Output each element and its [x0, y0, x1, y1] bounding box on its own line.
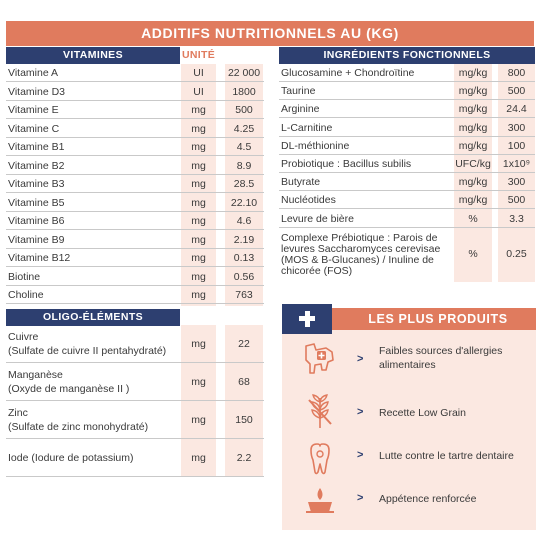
vitamin-name: Vitamine B2 — [8, 159, 65, 172]
ingredient-value: 100 — [507, 139, 526, 152]
arrow-4: > — [357, 492, 364, 504]
vitamin-value: 2.19 — [233, 233, 255, 246]
ingredient-value: 500 — [507, 194, 526, 207]
vitamin-name: Choline — [8, 289, 44, 301]
ingredient-value: 800 — [507, 67, 526, 79]
complex-value: 0.25 — [506, 248, 527, 260]
plus-item-text-3: Lutte contre le tartre dentaire — [379, 450, 514, 462]
arrow-3: > — [357, 449, 364, 461]
ingredient-row — [279, 155, 535, 173]
vitamin-name: Vitamine B9 — [8, 233, 65, 246]
oligo-value: 2.2 — [236, 452, 252, 464]
vitamin-value: 1800 — [232, 85, 256, 98]
vitamin-name: Vitamine A — [8, 67, 59, 79]
vitamin-unit: UI — [193, 85, 204, 98]
oligo-row — [6, 327, 264, 363]
vitamin-unit: mg — [191, 289, 206, 301]
vitamin-value: 28.5 — [233, 178, 255, 190]
vitamin-unit: mg — [191, 104, 206, 116]
ingredient-name: Glucosamine + Chondroïtine — [281, 67, 415, 79]
oligo-value: 68 — [238, 376, 250, 388]
oligo-sub: (Sulfate de zinc monohydraté) — [8, 421, 149, 433]
vitamin-value: 22.10 — [230, 196, 258, 209]
ingredient-unit: mg/kg — [458, 85, 488, 98]
oligo-name: Cuivre — [8, 331, 39, 343]
vitamin-row — [6, 138, 264, 156]
oligo-name: Zinc — [8, 407, 28, 419]
ingredient-row — [279, 191, 535, 209]
ingredient-row — [279, 173, 535, 191]
oligo-name: Manganèse — [8, 369, 63, 381]
vitamin-row — [6, 212, 264, 230]
oligo-row — [6, 403, 264, 439]
ingredient-value: 300 — [507, 176, 526, 189]
complex-line-4: chicorée (FOS) — [281, 265, 353, 277]
vitamin-row — [6, 268, 264, 286]
vitamin-name: Vitamine B1 — [8, 141, 65, 153]
ingredient-value: 1x10⁹ — [502, 158, 531, 170]
vitamin-unit: mg — [191, 141, 206, 153]
ingredient-value: 24.4 — [506, 103, 527, 116]
oligo-unit: mg — [191, 452, 206, 464]
vitamin-row — [6, 157, 264, 175]
oligo-unit: mg — [191, 338, 206, 350]
vitamin-unit: mg — [191, 196, 206, 209]
ingredient-unit: mg/kg — [458, 139, 488, 152]
ingredient-name: Levure de bière — [281, 212, 354, 225]
vitamin-name: Vitamine E — [8, 104, 59, 116]
plus-item-text-2: Recette Low Grain — [379, 407, 466, 419]
ingredient-row — [279, 64, 535, 82]
page-title: ADDITIFS NUTRITIONNELS AU (KG) — [6, 21, 534, 46]
ingredient-name: Probiotique : Bacillus subilis — [281, 158, 412, 170]
complex-line-1: Complexe Prébiotique : Parois de — [281, 232, 438, 244]
vitamin-unit: mg — [191, 122, 206, 135]
oligo-row — [6, 441, 264, 477]
ingredient-value: 300 — [507, 121, 526, 134]
vitamin-name: Vitamine D3 — [8, 85, 66, 98]
ingredient-row — [279, 119, 535, 137]
vitamin-value: 4.5 — [236, 141, 252, 153]
complex-prebiotic-row — [279, 228, 535, 282]
ingredient-unit: mg/kg — [458, 121, 488, 134]
ingredient-name: Taurine — [281, 85, 316, 98]
ingredient-name: L-Carnitine — [281, 121, 333, 134]
complex-line-3: (MOS & B-Glucanes) / Inuline de — [281, 254, 434, 266]
vitamin-row — [6, 194, 264, 212]
ingredient-unit: mg/kg — [458, 67, 488, 79]
ingredient-unit: mg/kg — [458, 103, 488, 116]
vitamin-row — [6, 249, 264, 267]
ingredient-value: 3.3 — [509, 212, 524, 225]
ingredient-unit: % — [468, 212, 478, 225]
vitamin-name: Vitamine B3 — [8, 178, 65, 190]
vitamin-unit: mg — [191, 159, 206, 172]
vitamin-row — [6, 231, 264, 249]
ingredient-name: DL-méthionine — [281, 139, 350, 152]
vitamin-unit: mg — [191, 178, 206, 190]
complex-line-2: levures Saccharomyces cerevisae — [281, 243, 441, 255]
plus-item-allergy — [282, 340, 536, 380]
vitamin-value: 0.13 — [233, 252, 255, 264]
vitamin-value: 0.56 — [233, 270, 255, 283]
vitamin-row — [6, 286, 264, 304]
vitamin-value: 4.25 — [233, 122, 255, 135]
ingredient-unit: UFC/kg — [455, 158, 491, 170]
vitamin-row — [6, 64, 264, 82]
unit-header: UNITÉ — [182, 49, 215, 61]
arrow-2: > — [357, 406, 364, 418]
vitamin-value: 8.9 — [236, 159, 252, 172]
vitamin-name: Vitamine B12 — [8, 252, 71, 264]
vitamin-value: 763 — [235, 289, 253, 301]
oligo-sub: (Sulfate de cuivre II pentahydraté) — [8, 345, 167, 357]
vitamin-value: 4.6 — [236, 215, 252, 227]
oligo-row — [6, 365, 264, 401]
plus-icon — [282, 304, 332, 334]
vitamin-name: Vitamine B6 — [8, 215, 65, 227]
ingredient-name: Nucléotides — [281, 194, 336, 207]
allergy-icon — [302, 340, 338, 380]
oligo-value: 150 — [235, 414, 253, 426]
ingredient-name: Arginine — [281, 103, 320, 116]
ingredient-row — [279, 210, 535, 228]
vitamin-unit: UI — [193, 67, 204, 79]
tooth-icon — [302, 440, 338, 480]
ingredient-name: Butyrate — [281, 176, 321, 189]
ingredient-row — [279, 137, 535, 155]
plus-item-text-1: Faibles sources d'allergies alimentaires — [379, 345, 503, 371]
oligo-unit: mg — [191, 376, 206, 388]
vitamin-name: Biotine — [8, 270, 41, 283]
vitamin-name: Vitamine C — [8, 122, 60, 135]
oligo-header: OLIGO-ÉLÉMENTS — [6, 309, 180, 326]
vitamin-row — [6, 175, 264, 193]
plus-item-grain — [282, 392, 536, 432]
bowl-icon — [302, 484, 338, 516]
complex-unit: % — [468, 248, 478, 260]
ingredient-row — [279, 100, 535, 118]
ingredient-value: 500 — [507, 85, 526, 98]
ingredient-unit: mg/kg — [458, 176, 488, 189]
grain-icon — [302, 392, 338, 432]
plus-item-tooth — [282, 440, 536, 480]
plus-produits-title: LES PLUS PRODUITS — [368, 312, 508, 326]
plus-item-bowl — [282, 484, 536, 520]
vitamines-header: VITAMINES — [6, 47, 180, 64]
oligo-sub: (Oxyde de manganèse II ) — [8, 383, 130, 395]
vitamin-unit: mg — [191, 270, 206, 283]
vitamin-name: Vitamine B5 — [8, 196, 65, 209]
oligo-unit: mg — [191, 414, 206, 426]
vitamin-row — [6, 101, 264, 119]
vitamin-value: 22 000 — [227, 67, 261, 79]
ingredient-row — [279, 82, 535, 100]
arrow-1: > — [357, 353, 364, 365]
vitamin-unit: mg — [191, 233, 206, 246]
vitamin-row — [6, 83, 264, 101]
oligo-name: Iode (Iodure de potassium) — [8, 452, 134, 464]
oligo-value: 22 — [238, 338, 250, 350]
ingredients-header: INGRÉDIENTS FONCTIONNELS — [279, 47, 535, 64]
vitamin-row — [6, 120, 264, 138]
plus-item-text-4: Appétence renforcée — [379, 493, 477, 505]
vitamin-unit: mg — [191, 252, 206, 264]
vitamin-value: 500 — [235, 104, 253, 116]
ingredient-unit: mg/kg — [458, 194, 488, 207]
vitamin-unit: mg — [191, 215, 206, 227]
